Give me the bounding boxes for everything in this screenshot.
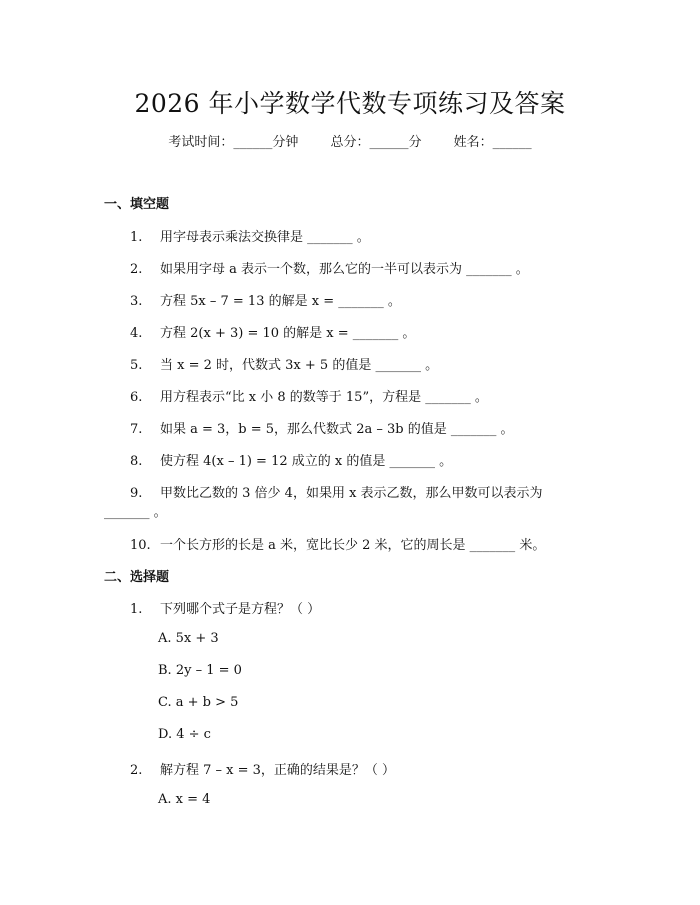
- option-a: A. 5x + 3: [158, 631, 219, 646]
- question-item: 9. 甲数比乙数的 3 倍少 4，如果用 x 表示乙数，那么甲数可以表示为: [130, 486, 543, 501]
- option-d: D. 4 ÷ c: [158, 727, 211, 742]
- question-item: 10. 一个长方形的长是 a 米，宽比长少 2 米，它的周长是 _______ 米。: [130, 538, 546, 553]
- exam-name: 姓名：______: [453, 135, 532, 150]
- question-item: 6. 用方程表示“比 x 小 8 的数等于 15”，方程是 _______ 。: [130, 390, 488, 405]
- question-item: 2. 解方程 7 – x = 3，正确的结果是？（ ）: [130, 763, 396, 778]
- section-fill-blank-title: 一、填空题: [104, 197, 170, 212]
- option-c: C. a + b > 5: [158, 695, 239, 710]
- question-item: 7. 如果 a = 3，b = 5，那么代数式 2a – 3b 的值是 _______ 。: [130, 422, 514, 437]
- question-item: 2. 如果用字母 a 表示一个数，那么它的一半可以表示为 _______ 。: [130, 262, 529, 277]
- section-choice-title: 二、选择题: [104, 570, 170, 585]
- question-item: 5. 当 x = 2 时，代数式 3x + 5 的值是 _______ 。: [130, 358, 439, 373]
- exam-meta: [0, 131, 700, 150]
- question-item: 4. 方程 2(x + 3) = 10 的解是 x = _______ 。: [130, 326, 416, 341]
- option-b: B. 2y – 1 = 0: [158, 663, 242, 678]
- option-a: A. x = 4: [158, 792, 211, 807]
- exam-time: 考试时间：______分钟: [168, 135, 299, 150]
- question-item: 1. 用字母表示乘法交换律是 _______ 。: [130, 230, 370, 245]
- question-continuation: _______ 。: [104, 505, 167, 520]
- question-item: 8. 使方程 4(x – 1) = 12 成立的 x 的值是 _______ 。: [130, 454, 453, 469]
- question-item: 1. 下列哪个式子是方程？（ ）: [130, 602, 321, 617]
- exam-score: 总分：______分: [330, 135, 422, 150]
- page-title: 2026 年小学数学代数专项练习及答案: [134, 89, 566, 118]
- question-item: 3. 方程 5x – 7 = 13 的解是 x = _______ 。: [130, 294, 401, 309]
